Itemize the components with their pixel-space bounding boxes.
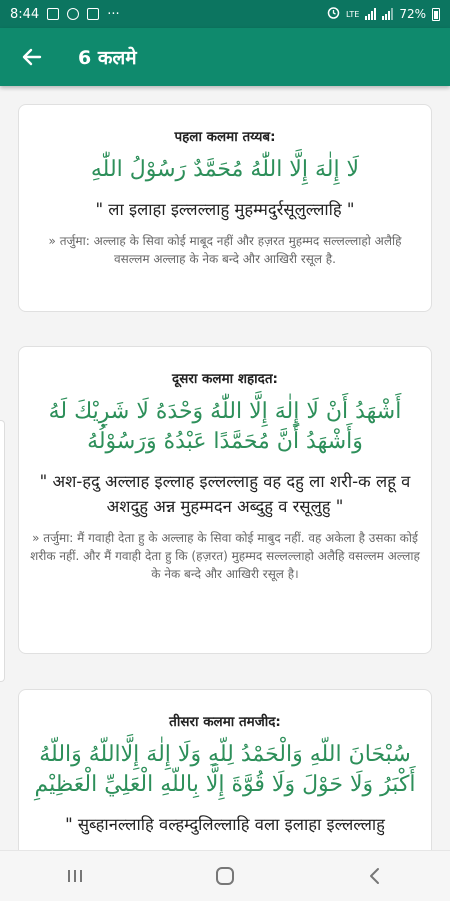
- status-left: [10, 7, 120, 22]
- status-time: 8:44: [10, 6, 40, 22]
- kalima-arabic: سُبْحَانَ اللّهِ وَالْحَمْدُ لِلّهِ وَلَا إِلٰهَ إِلَّااللّهُ وَاللّهُ أَكْبَرُ وَلَا حَوْلَ وَلَا قُوَّةَ إِلَّا بِاللّهِ الْعَلِيِّ الْعَظِيْمِ: [34, 742, 416, 797]
- more-notifications-icon: ···: [107, 6, 120, 22]
- whatsapp-notification-icon: [67, 8, 79, 20]
- kalima-card-2: [18, 346, 432, 654]
- back-icon: [367, 866, 383, 886]
- page-title: 6 कलमे: [78, 47, 137, 69]
- kalima-transliteration: " सुब्हानल्लाहि वल्हम्दुलिल्लाहि वला इलाहा इल्लल्लाहु: [65, 815, 385, 834]
- side-drawer-handle[interactable]: [0, 420, 5, 682]
- system-nav-bar: [0, 850, 450, 901]
- recent-apps-icon: [65, 868, 85, 884]
- kalima-transliteration: " अश-हदु अल्लाह इल्लाह इल्लल्लाहु वह दहु ला शरी-क लहू व अशदुहु अन्न मुहम्मदन अब्दुहु व रसूलुहु ": [39, 472, 411, 516]
- home-button[interactable]: [195, 856, 255, 896]
- signal-icon: [365, 8, 376, 20]
- kalima-transliteration: " ला इलाहा इल्लल्लाहु मुहम्मदुर्रसूलुल्लाहि ": [95, 200, 355, 219]
- gallery-notification-icon: [47, 8, 59, 20]
- kalima-translation: » तर्जुमा: अल्लाह के सिवा कोई माबूद नहीं और हज़रत मुहम्मद सल्लल्लाहो अलैहि वसल्लम अल्लाह के नेक बन्दे और आखिरी रसूल है.: [48, 234, 402, 266]
- back-button[interactable]: [8, 33, 56, 81]
- kalima-list[interactable]: [0, 86, 450, 850]
- battery-icon: [432, 8, 440, 21]
- kalima-title: तीसरा कलमा तमजीद:: [169, 714, 281, 730]
- app-bar: [0, 28, 450, 86]
- recent-apps-button[interactable]: [45, 856, 105, 896]
- system-back-button[interactable]: [345, 856, 405, 896]
- status-right: [327, 6, 440, 22]
- kalima-title: दूसरा कलमा शहादत:: [172, 371, 278, 387]
- kalima-arabic: أَشْهَدُ أَنْ لَا إِلٰهَ إِلَّا اللّٰهُ وَحْدَهُ لَا شَرِيْكَ لَهُ وَأَشْهَدُ أَنَّ مُحَمَّدًا عَبْدُهُ وَرَسُوْلُهُ: [48, 399, 402, 454]
- kalima-title: पहला कलमा तय्यब:: [174, 129, 276, 145]
- alarm-icon: [327, 6, 340, 22]
- home-icon: [214, 865, 236, 887]
- arrow-back-icon: [22, 47, 42, 67]
- status-bar: [0, 0, 450, 28]
- kalima-arabic: لَا إِلٰهَ إِلَّا اللّٰهُ مُحَمَّدٌ رَسُوْلُ اللّٰهِ: [90, 157, 360, 182]
- signal-2-icon: [382, 8, 393, 20]
- kalima-card-1: [18, 104, 432, 312]
- kalima-card-3: [18, 689, 432, 850]
- kalima-translation: » तर्जुमा: मैं गवाही देता हु के अल्लाह के सिवा कोई माबुद नहीं. वह अकेला है उसका कोई शरीक नहीं. और मैं गवाही देता हु कि (हज़रत) मुहम्मद सल्लल्लाहो अलैहि वसल्लम अल्लाह के नेक बन्दे और आखिरी रसूल है।: [30, 531, 420, 581]
- instagram-notification-icon: [87, 8, 99, 20]
- network-type-label: LTE: [346, 9, 360, 19]
- battery-percent: 72%: [399, 7, 426, 21]
